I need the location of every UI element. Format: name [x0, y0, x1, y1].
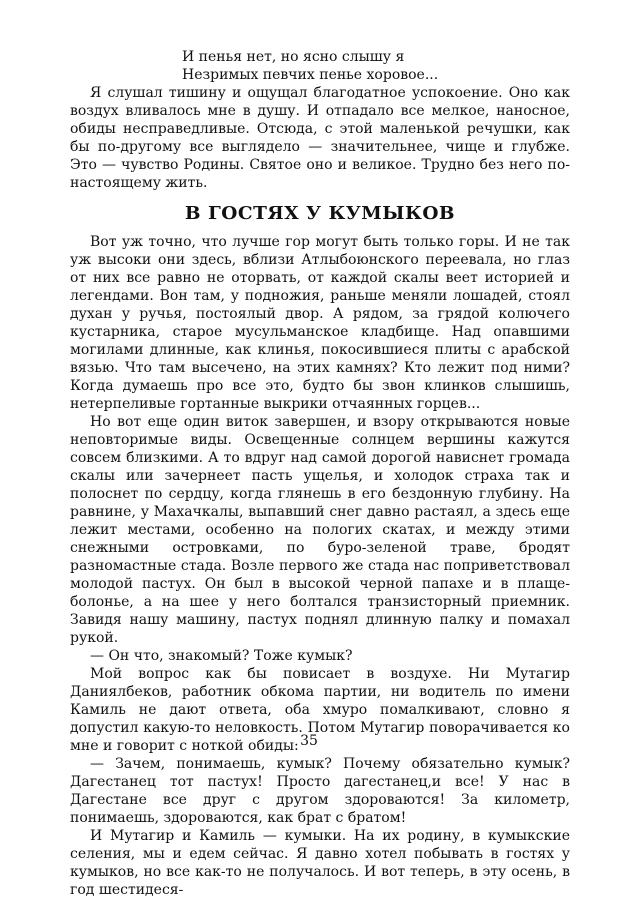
- poem-excerpt: [182, 48, 570, 84]
- dialogue-question: — Он что, знакомый? Тоже кумык?: [90, 648, 353, 664]
- body-paragraph-3: Мой вопрос как бы повисает в воздухе. Ни Мутагир Даниялбеков, работник обкома партии, ни водитель по имени Камиль не дают ответа, оба хмуро помалкивают, словно я допустил какую-то неловкость. Потом Мутагир поворачивается ко мне и говорит с ноткой обиды:: [70, 666, 570, 754]
- body-paragraph-2: Но вот еще один виток завершен, и взору открываются новые неповторимые виды. Освещенные солнцем вершины кажутся совсем близкими. А то вдруг над самой дорогой нависнет громада скалы или зачернеет пасть ущелья, и холодок страха так и полоснет по сердцу, когда глянешь в его бездонную глубину. На равнине, у Махачкалы, выпавший снег давно растаял, а здесь еще лежит местами, особенно на пологих скатах, и между этими снежными островками, по буро-зеленой траве, бродят разномастные стада. Возле первого же стада нас поприветствовал молодой пастух. Он был в высокой черной папахе и в плаще-болонье, а на шее у него болтался транзисторный приемник. Завидя нашу машину, пастух поднял длинную палку и помахал рукой.: [70, 414, 570, 646]
- intro-paragraph: Я слушал тишину и ощущал благодатное успокоение. Оно как воздух вливалось мне в душу. И отпадало все мелкое, наносное, обиды несправедливые. Отсюда, с этой маленькой речушки, как бы по-другому все выглядело — значительнее, чище и глубже. Это — чувство Родины. Святое оно и великое. Трудно без него по-настоящему жить.: [70, 85, 570, 191]
- body-paragraph-1: Вот уж точно, что лучше гор могут быть только горы. И не так уж высоки они здесь, вблизи Атлыбоюнского переевала, но глаз от них все равно не оторвать, от каждой скалы веет историей и легендами. Вон там, у подножия, раньше меняли лошадей, стоял духан у ручья, постоялый двор. А рядом, за грядой колючего кустарника, старое мусульманское кладбище. Над опавшими могилами длинные, как клинья, покосившиеся плиты с арабской вязью. Что там высечено, на этих камнях? Кто лежит под ними? Когда думаешь про все это, будто бы звон клинков слышишь, нетерпеливые гортанные выкрики отчаянных горцев...: [70, 234, 570, 412]
- section-title: В ГОСТЯХ У КУМЫКОВ: [184, 203, 456, 224]
- dialogue-answer: — Зачем, понимаешь, кумык? Почему обязательно кумык? Дагестанец тот пастух! Просто дагестанец,и все! У нас в Дагестане все друг с другом здороваются! За километр, понимаешь, здороваются, как брат с братом!: [70, 756, 570, 826]
- body-paragraph-4: И Мутагир и Камиль — кумыки. На их родину, в кумыкские селения, мы и едем сейчас. Я давно хотел побывать в гостях у кумыков, но все как-то не получалось. И вот теперь, в эту осень, в год шестидеся-: [70, 828, 570, 898]
- page-number: 35: [300, 733, 318, 749]
- poem-line-2: Незримых певчих пенье хоровое...: [182, 67, 439, 83]
- poem-line-1: И пенья нет, но ясно слышу я: [182, 49, 405, 65]
- book-page: [70, 48, 570, 899]
